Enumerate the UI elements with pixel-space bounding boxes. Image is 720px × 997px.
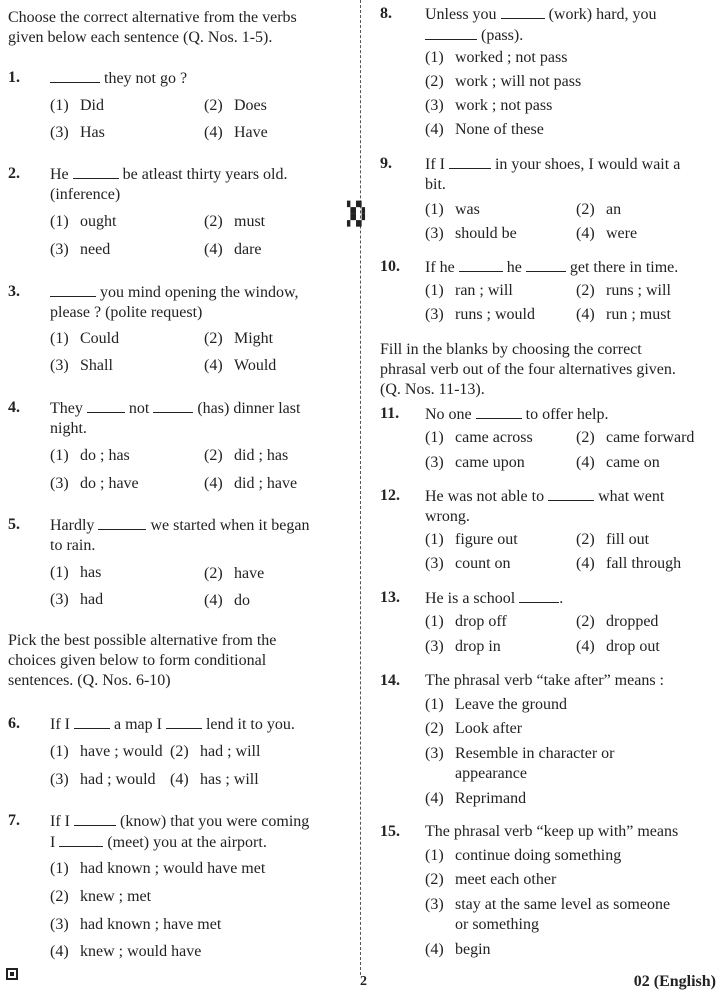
qr-code-icon: ▚▞▚ ▞▚▞	[347, 201, 364, 227]
instructions-verbs: Choose the correct alternative from the verbs given below each sentence (Q. Nos. 1-5).	[8, 9, 297, 46]
footer-square-icon	[6, 968, 18, 980]
instructions-phrasal-verbs: Fill in the blanks by choosing the correct phrasal verb out of the four alternatives given. (Q. Nos. 11-13).	[380, 341, 676, 398]
paper-code: 02 (English)	[633, 973, 716, 990]
instructions-conditional: Pick the best possible alternative from the choices given below to form conditional sentences. (Q. Nos. 6-10)	[8, 632, 277, 689]
column-divider	[360, 0, 361, 975]
page-number: 2	[360, 974, 367, 989]
